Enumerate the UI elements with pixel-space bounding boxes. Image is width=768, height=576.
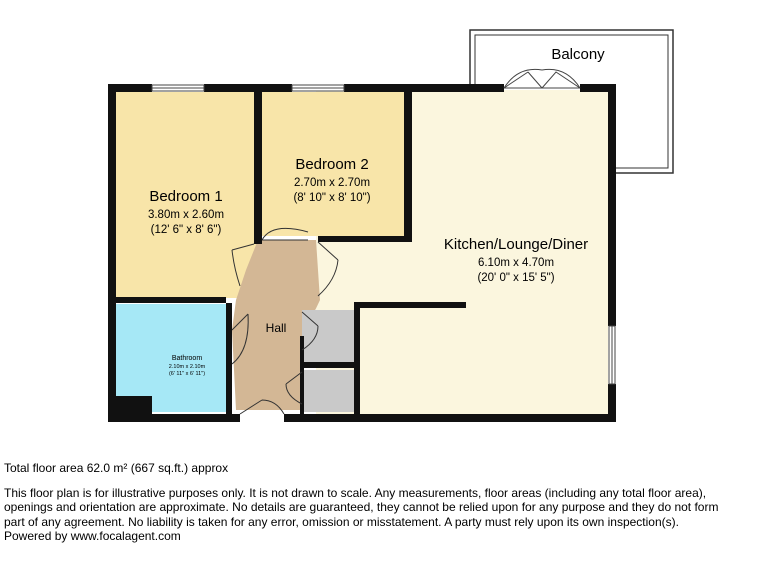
kitchen-name: Kitchen/Lounge/Diner <box>443 236 589 253</box>
bedroom1-name: Bedroom 1 <box>149 188 223 205</box>
bedroom1-imperial: (12' 6" x 8' 6") <box>150 224 222 236</box>
hall-name: Hall <box>265 321 287 335</box>
kitchen-metric: 6.10m x 4.70m <box>477 257 555 269</box>
bathroom-imperial: (6' 11" x 6' 11") <box>168 371 206 377</box>
bedroom2-imperial: (8' 10" x 8' 10") <box>293 192 371 204</box>
balcony-label: Balcony <box>551 46 605 63</box>
cupboard-2 <box>302 370 354 412</box>
disclaimer-line-2: openings and orientation are approximate. No details are guaranteed, they cannot be relied upon for any purpose and they do not form <box>4 500 719 514</box>
total-floor-area: Total floor area 62.0 m² (667 sq.ft.) approx <box>4 461 229 475</box>
bedroom2-name: Bedroom 2 <box>295 156 369 173</box>
disclaimer-line-3: part of any agreement. No liability is taken for any error, omission or misstatement. A party must rely upon its own inspection(s). <box>4 514 679 529</box>
powered-by: Powered by www.focalagent.com <box>4 529 181 543</box>
cupboard-1 <box>302 310 354 362</box>
bedroom2-metric: 2.70m x 2.70m <box>293 177 371 189</box>
bathroom-metric: 2.10m x 2.10m <box>168 364 206 370</box>
disclaimer-line-1: This floor plan is for illustrative purposes only. It is not drawn to scale. Any measurements, floor areas (including any total floor area), <box>4 485 707 500</box>
bathroom-name: Bathroom <box>171 355 203 362</box>
bedroom1-metric: 3.80m x 2.60m <box>147 209 225 221</box>
kitchen-imperial: (20' 0" x 15' 5") <box>477 272 555 284</box>
footer <box>4 461 764 544</box>
